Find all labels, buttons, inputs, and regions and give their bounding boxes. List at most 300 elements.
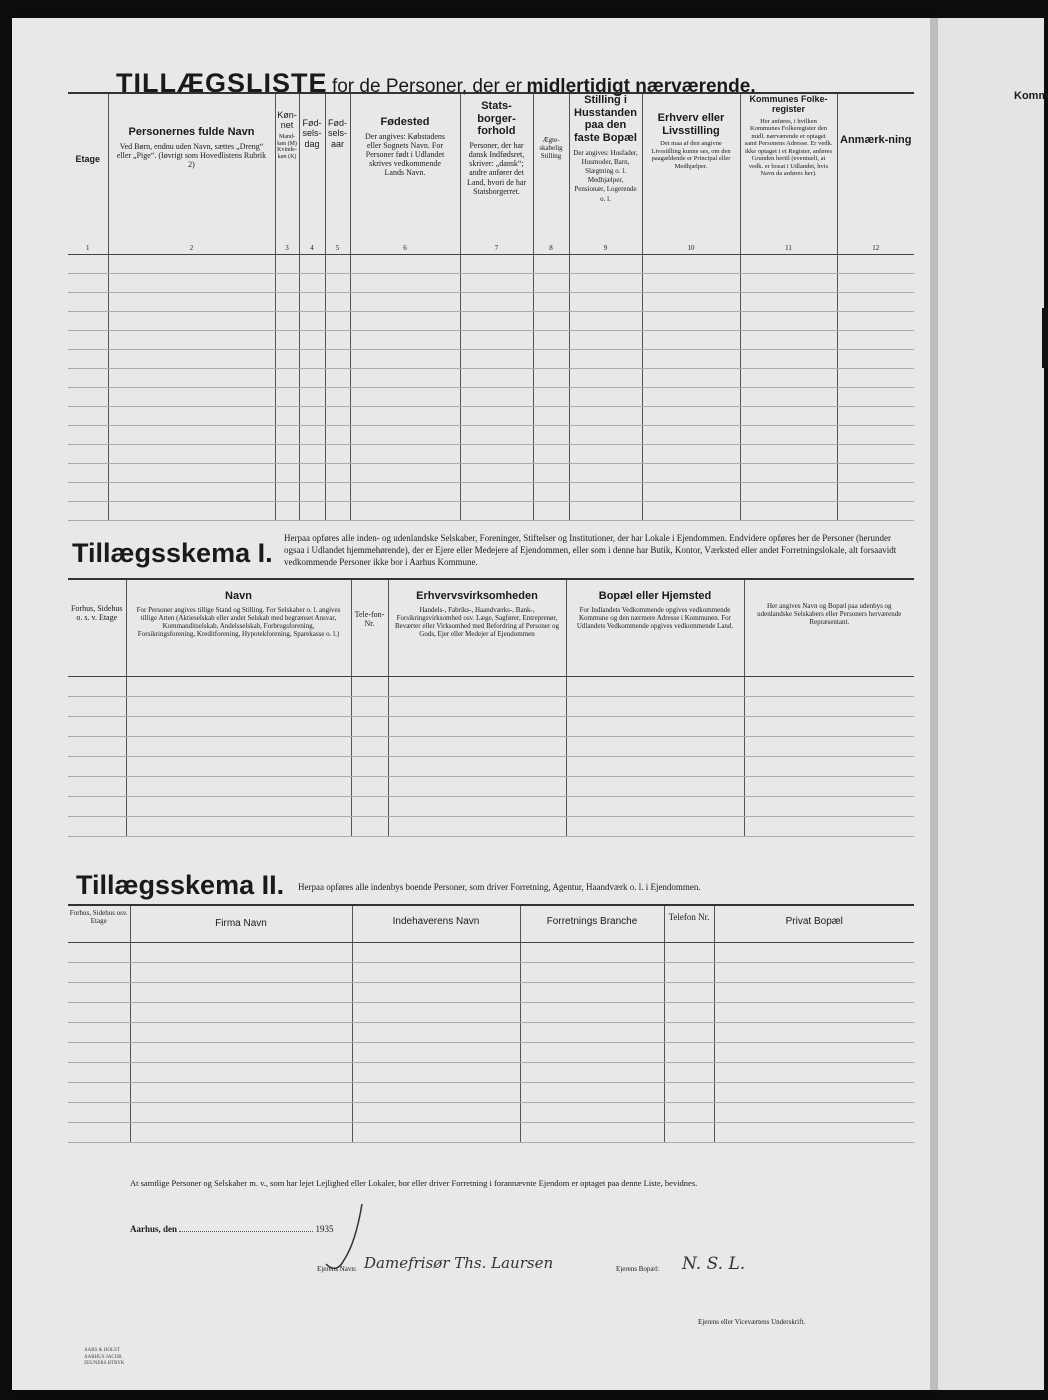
table-cell — [130, 963, 352, 983]
skema2-col-firma: Firma Navn — [130, 905, 352, 943]
table-cell — [350, 502, 460, 521]
table-cell — [68, 797, 126, 817]
table-cell — [566, 817, 744, 837]
table-cell — [566, 757, 744, 777]
owner-address-value: N. S. L. — [682, 1254, 746, 1274]
table-cell — [837, 445, 914, 464]
form-page — [12, 18, 930, 1390]
table-cell — [299, 464, 325, 483]
table-cell — [352, 1083, 520, 1103]
table-row — [68, 407, 914, 426]
table-cell — [520, 943, 664, 963]
table-cell — [460, 369, 533, 388]
table-cell — [130, 1083, 352, 1103]
table-cell — [130, 1003, 352, 1023]
table-row — [68, 426, 914, 445]
table-cell — [740, 369, 837, 388]
table-cell — [275, 464, 299, 483]
table-cell — [642, 350, 740, 369]
table-cell — [642, 274, 740, 293]
table-cell — [68, 502, 108, 521]
table-cell — [325, 407, 350, 426]
table-cell — [744, 737, 914, 757]
table-cell — [350, 407, 460, 426]
table-cell — [68, 1043, 130, 1063]
table-cell — [299, 331, 325, 350]
table-cell — [566, 697, 744, 717]
table-cell — [350, 350, 460, 369]
table-row — [68, 502, 914, 521]
table-cell — [299, 274, 325, 293]
table-row — [68, 1003, 914, 1023]
table-cell — [68, 737, 126, 757]
table-cell — [520, 963, 664, 983]
table-cell — [325, 464, 350, 483]
table-cell — [352, 963, 520, 983]
table-cell — [740, 483, 837, 502]
table-cell — [275, 445, 299, 464]
table-cell — [108, 464, 275, 483]
table-cell — [388, 817, 566, 837]
table-cell — [642, 312, 740, 331]
table-cell — [566, 677, 744, 697]
table-cell — [350, 312, 460, 331]
table-cell — [352, 1043, 520, 1063]
skema1-description: Herpaa opføres alle inden- og udenlandske Selskaber, Foreninger, Stiftelser og Institutioner, der har Lokale i Ejendommen. Endvidere opføres her de Personer (herunder ogsaa i Udlandet hjemmehørende), der er Ejere eller Medejere af Ejendommen, eller som i denne har Butik, Kontor, Værksted eller andet Forretningslokale, alt forsaavidt vedkommende Personer ikke bor i Aarhus Kommune. — [284, 533, 897, 568]
table-cell — [108, 369, 275, 388]
table-cell — [325, 331, 350, 350]
table-cell — [299, 388, 325, 407]
table-cell — [388, 757, 566, 777]
table-cell — [642, 483, 740, 502]
table-cell — [520, 1103, 664, 1123]
table-cell — [275, 369, 299, 388]
table-cell — [569, 426, 642, 445]
table-cell — [108, 312, 275, 331]
table-cell — [714, 983, 914, 1003]
table-cell — [351, 677, 388, 697]
table-cell — [352, 943, 520, 963]
table-cell — [642, 464, 740, 483]
table-cell — [460, 483, 533, 502]
skema1-col-telefon: Tele-fon-Nr. — [351, 579, 388, 677]
table-cell — [325, 483, 350, 502]
table-cell — [460, 445, 533, 464]
table-cell — [460, 407, 533, 426]
table-cell — [533, 388, 569, 407]
table-cell — [299, 502, 325, 521]
table-cell — [837, 369, 914, 388]
table-cell — [352, 983, 520, 1003]
table-cell — [108, 255, 275, 274]
table-cell — [68, 464, 108, 483]
table-cell — [520, 1023, 664, 1043]
table-cell — [68, 697, 126, 717]
table-cell — [533, 255, 569, 274]
table-cell — [68, 407, 108, 426]
table-cell — [299, 407, 325, 426]
table-cell — [569, 274, 642, 293]
table-cell — [520, 1043, 664, 1063]
table-cell — [664, 983, 714, 1003]
skema2-table — [68, 904, 914, 1143]
table-cell — [533, 445, 569, 464]
table-row — [68, 1123, 914, 1143]
table-row — [68, 757, 914, 777]
table-row — [68, 1103, 914, 1123]
table-cell — [460, 502, 533, 521]
table-cell — [130, 1063, 352, 1083]
title-bold: midlertidigt nærværende. — [526, 76, 756, 97]
table-cell — [837, 407, 914, 426]
table-cell — [837, 388, 914, 407]
table-cell — [108, 350, 275, 369]
table-cell — [664, 1003, 714, 1023]
table-cell — [325, 445, 350, 464]
table-cell — [740, 312, 837, 331]
table-cell — [351, 697, 388, 717]
table-cell — [714, 1043, 914, 1063]
table-cell — [68, 1063, 130, 1083]
skema1-col-etage: Forhus, Sidehus o. s. v. Etage — [70, 604, 123, 623]
table-cell — [740, 331, 837, 350]
table-cell — [744, 697, 914, 717]
table-row — [68, 963, 914, 983]
skema2-header-row — [68, 905, 914, 943]
skema2-body — [68, 943, 914, 1143]
table-cell — [299, 312, 325, 331]
table-cell — [351, 757, 388, 777]
table-cell — [299, 293, 325, 312]
table-row — [68, 369, 914, 388]
table-cell — [642, 331, 740, 350]
table-cell — [350, 293, 460, 312]
table-row — [68, 943, 914, 963]
table-cell — [388, 717, 566, 737]
table-cell — [325, 388, 350, 407]
table-cell — [533, 293, 569, 312]
table-cell — [352, 1023, 520, 1043]
table-cell — [68, 1123, 130, 1143]
table-cell — [68, 255, 108, 274]
table-cell — [569, 445, 642, 464]
list-header-row — [68, 93, 914, 255]
table-cell — [744, 777, 914, 797]
table-cell — [664, 963, 714, 983]
table-cell — [126, 777, 351, 797]
table-cell — [642, 255, 740, 274]
table-cell — [68, 445, 108, 464]
table-cell — [533, 331, 569, 350]
table-cell — [108, 426, 275, 445]
table-cell — [566, 717, 744, 737]
table-row — [68, 293, 914, 312]
table-cell — [68, 817, 126, 837]
skema1-col-erhverv: Erhvervsvirksomheden Handels-, Fabriks-, Haandværks-, Bank-, Forsikringsvirksomhed osv. Læge, Sagfører, Entreprenør, Beværter eller Virksomhed med Befordring af Personer og Gods, Ejer eller Medejer af Ejendommen — [388, 579, 566, 677]
title-main: TILLÆGSLISTE — [116, 68, 328, 98]
table-row — [68, 350, 914, 369]
table-row — [68, 1043, 914, 1063]
table-cell — [68, 1083, 130, 1103]
table-cell — [642, 388, 740, 407]
skema1-body — [68, 677, 914, 837]
footer-statement: At samtlige Personer og Selskaber m. v., som har lejet Lejlighed eller Lokaler, bor eller driver Forretning i forannævnte Ejendom er optaget paa denne Liste, bevidnes. — [130, 1178, 698, 1188]
table-cell — [275, 388, 299, 407]
table-row — [68, 777, 914, 797]
table-cell — [68, 963, 130, 983]
col-foedselsdag: Fød-sels-dag 4 — [299, 93, 325, 255]
table-cell — [837, 502, 914, 521]
table-cell — [664, 1043, 714, 1063]
table-cell — [714, 943, 914, 963]
table-cell — [299, 350, 325, 369]
table-cell — [740, 445, 837, 464]
table-cell — [740, 502, 837, 521]
table-cell — [68, 983, 130, 1003]
skema1-col-repraesentant: Her angives Navn og Bopæl paa udenbys og udenlandske Selskabers eller Personers herværende Repræsentant. — [744, 579, 914, 677]
skema2-title: Tillægsskema II. — [76, 870, 285, 900]
table-cell — [68, 331, 108, 350]
tillaegsliste-table — [68, 92, 914, 521]
right-page-text: Komm — [1014, 90, 1048, 102]
table-cell — [351, 737, 388, 757]
owner-address-label: Ejerens Bopæl: — [616, 1265, 659, 1273]
table-cell — [664, 1083, 714, 1103]
table-cell — [130, 983, 352, 1003]
table-cell — [108, 407, 275, 426]
skema2-col-branche: Forretnings Branche — [520, 905, 664, 943]
table-cell — [569, 388, 642, 407]
table-cell — [569, 369, 642, 388]
table-cell — [350, 464, 460, 483]
table-cell — [740, 407, 837, 426]
table-cell — [275, 255, 299, 274]
table-cell — [740, 426, 837, 445]
table-cell — [740, 388, 837, 407]
table-cell — [740, 255, 837, 274]
table-cell — [275, 312, 299, 331]
table-cell — [642, 445, 740, 464]
table-cell — [837, 293, 914, 312]
table-cell — [108, 483, 275, 502]
table-cell — [460, 255, 533, 274]
table-cell — [533, 426, 569, 445]
table-cell — [533, 350, 569, 369]
table-cell — [664, 1123, 714, 1143]
table-cell — [740, 464, 837, 483]
table-cell — [569, 312, 642, 331]
table-cell — [388, 677, 566, 697]
table-row — [68, 331, 914, 350]
table-row — [68, 388, 914, 407]
table-row — [68, 1063, 914, 1083]
col-anmaerkning: Anmærk-ning 12 — [837, 93, 914, 255]
table-cell — [664, 1023, 714, 1043]
table-cell — [299, 369, 325, 388]
table-cell — [569, 502, 642, 521]
table-cell — [837, 483, 914, 502]
table-row — [68, 1083, 914, 1103]
table-cell — [126, 717, 351, 737]
table-cell — [108, 502, 275, 521]
owner-name-label: Ejerens Navn: — [317, 1265, 357, 1273]
table-cell — [68, 483, 108, 502]
table-cell — [520, 1063, 664, 1083]
table-cell — [350, 274, 460, 293]
table-cell — [664, 1103, 714, 1123]
list-body — [68, 255, 914, 521]
table-cell — [642, 426, 740, 445]
skema2-description: Herpaa opføres alle indenbys boende Personer, som driver Forretning, Agentur, Haandværk o. l. i Ejendommen. — [298, 882, 701, 892]
table-cell — [68, 757, 126, 777]
table-cell — [68, 369, 108, 388]
table-cell — [351, 817, 388, 837]
col-aegteskab: Ægte-skabelig Stilling 8 — [533, 93, 569, 255]
skema1-col-navn: Navn For Personer angives tillige Stand og Stilling. For Selskaber o. l. angives tillige Arten (Aktieselskab eller andet Selskab med begrænset Ansvar, Kommanditselskab, Andelsselskab, Forbrugsforening, Forsikringsforening, Kreditforening, Hypotekforening, Sparekasse o. l.) — [126, 579, 351, 677]
table-cell — [837, 274, 914, 293]
table-cell — [533, 369, 569, 388]
table-row — [68, 717, 914, 737]
owner-name-value: Damefrisør Ths. Laursen — [364, 1254, 554, 1272]
table-cell — [126, 757, 351, 777]
table-cell — [108, 274, 275, 293]
table-cell — [837, 464, 914, 483]
table-cell — [520, 1083, 664, 1103]
table-cell — [520, 983, 664, 1003]
year-label: 1935 — [315, 1224, 334, 1234]
table-cell — [569, 350, 642, 369]
table-row — [68, 445, 914, 464]
table-cell — [837, 426, 914, 445]
table-row — [68, 312, 914, 331]
table-cell — [533, 464, 569, 483]
table-cell — [837, 255, 914, 274]
skema1-title: Tillægsskema I. — [72, 538, 273, 568]
table-cell — [325, 274, 350, 293]
table-cell — [68, 1103, 130, 1123]
table-cell — [68, 388, 108, 407]
col-erhverv: Erhverv eller Livsstilling Det maa af den angivne Livsstilling kunne ses, om den paagældende er Principal eller Medhjælper. 10 — [642, 93, 740, 255]
table-cell — [714, 1123, 914, 1143]
col-foedested: Fødested Der angives: Købstadens eller Sognets Navn. For Personer født i Udlandet skrives vedkommende Lands Navn. 6 — [350, 93, 460, 255]
table-cell — [126, 817, 351, 837]
table-cell — [275, 274, 299, 293]
table-cell — [130, 943, 352, 963]
table-cell — [533, 502, 569, 521]
table-cell — [533, 483, 569, 502]
table-cell — [837, 312, 914, 331]
table-cell — [460, 464, 533, 483]
table-row — [68, 677, 914, 697]
col-statsborger: Stats-borger-forhold Personer, der har dansk Indfødsret, skriver: „dansk“; andre anfører det Land, hvori de har Statsborgerret. 7 — [460, 93, 533, 255]
table-cell — [350, 388, 460, 407]
table-cell — [714, 963, 914, 983]
table-cell — [325, 350, 350, 369]
table-cell — [714, 1083, 914, 1103]
table-cell — [533, 407, 569, 426]
col-name: Personernes fulde Navn Ved Børn, endnu uden Navn, sættes „Dreng“ eller „Pige“. (Iøvrigt som Hovedlistens Rubrik 2) 2 — [108, 93, 275, 255]
right-page — [938, 18, 1048, 1390]
table-cell — [325, 502, 350, 521]
table-cell — [740, 274, 837, 293]
table-cell — [299, 426, 325, 445]
table-cell — [68, 274, 108, 293]
table-row — [68, 983, 914, 1003]
table-cell — [642, 369, 740, 388]
signature-label: Ejerens eller Viceværtens Underskrift. — [698, 1318, 806, 1326]
table-cell — [566, 797, 744, 817]
table-cell — [325, 293, 350, 312]
table-cell — [533, 312, 569, 331]
table-cell — [714, 1023, 914, 1043]
table-cell — [351, 777, 388, 797]
table-cell — [350, 369, 460, 388]
table-cell — [130, 1103, 352, 1123]
col-stilling: Stilling i Husstanden paa den faste Bopæl Der angives: Husfader, Husmoder, Barn, Slægtning o. l. Medhjælper, Pensionær, Logerende o. l. 9 — [569, 93, 642, 255]
col-foedselsaar: Fød-sels-aar 5 — [325, 93, 350, 255]
table-cell — [740, 350, 837, 369]
table-cell — [714, 1063, 914, 1083]
table-cell — [714, 1103, 914, 1123]
table-cell — [460, 350, 533, 369]
title-rest: for de Personer, der er — [331, 76, 523, 97]
table-cell — [126, 677, 351, 697]
col-folkeregister: Kommunes Folke-register Her anføres, i hvilken Kommunes Folkeregister den midl. nærværende er optaget samt Personens Adresse. Er vedk. ikke optaget i et Register, anføres Grunden hertil (eventuelt, at vedk. er bosat i Udlandet, hvis Navn da anføres her). 11 — [740, 93, 837, 255]
table-cell — [664, 1063, 714, 1083]
table-row — [68, 464, 914, 483]
right-page-mark — [1042, 308, 1048, 368]
table-row — [68, 797, 914, 817]
table-cell — [744, 717, 914, 737]
table-cell — [744, 797, 914, 817]
skema1-col-bopael: Bopæl eller Hjemsted For Indlandets Vedkommende opgives vedkommende Kommune og den nærmere Adresse i Kommunen. For Udlandets Vedkommende opgives vedkommende Land. — [566, 579, 744, 677]
table-row — [68, 483, 914, 502]
table-cell — [68, 717, 126, 737]
table-cell — [744, 757, 914, 777]
table-cell — [108, 331, 275, 350]
page-gutter — [930, 18, 938, 1390]
table-cell — [569, 331, 642, 350]
col-koen: Køn-net Mand-køn (M) Kvinde-køn (K) 3 — [275, 93, 299, 255]
skema2-col-etage: Forhus, Sidehus osv. Etage — [69, 909, 128, 926]
skema2-col-indehaver: Indehaverens Navn — [352, 905, 520, 943]
table-cell — [520, 1003, 664, 1023]
table-cell — [299, 255, 325, 274]
table-cell — [130, 1043, 352, 1063]
table-cell — [275, 331, 299, 350]
table-cell — [325, 426, 350, 445]
table-cell — [350, 426, 460, 445]
table-cell — [68, 293, 108, 312]
table-cell — [126, 737, 351, 757]
table-cell — [460, 331, 533, 350]
table-cell — [325, 369, 350, 388]
table-cell — [130, 1023, 352, 1043]
table-cell — [388, 777, 566, 797]
skema2-col-telefon: Telefon Nr. — [664, 905, 714, 943]
table-cell — [126, 697, 351, 717]
skema1-header-row — [68, 579, 914, 677]
table-cell — [351, 797, 388, 817]
table-cell — [275, 426, 299, 445]
table-row — [68, 255, 914, 274]
table-cell — [325, 312, 350, 331]
table-cell — [126, 797, 351, 817]
table-cell — [325, 255, 350, 274]
table-cell — [350, 445, 460, 464]
table-cell — [460, 312, 533, 331]
table-cell — [460, 426, 533, 445]
